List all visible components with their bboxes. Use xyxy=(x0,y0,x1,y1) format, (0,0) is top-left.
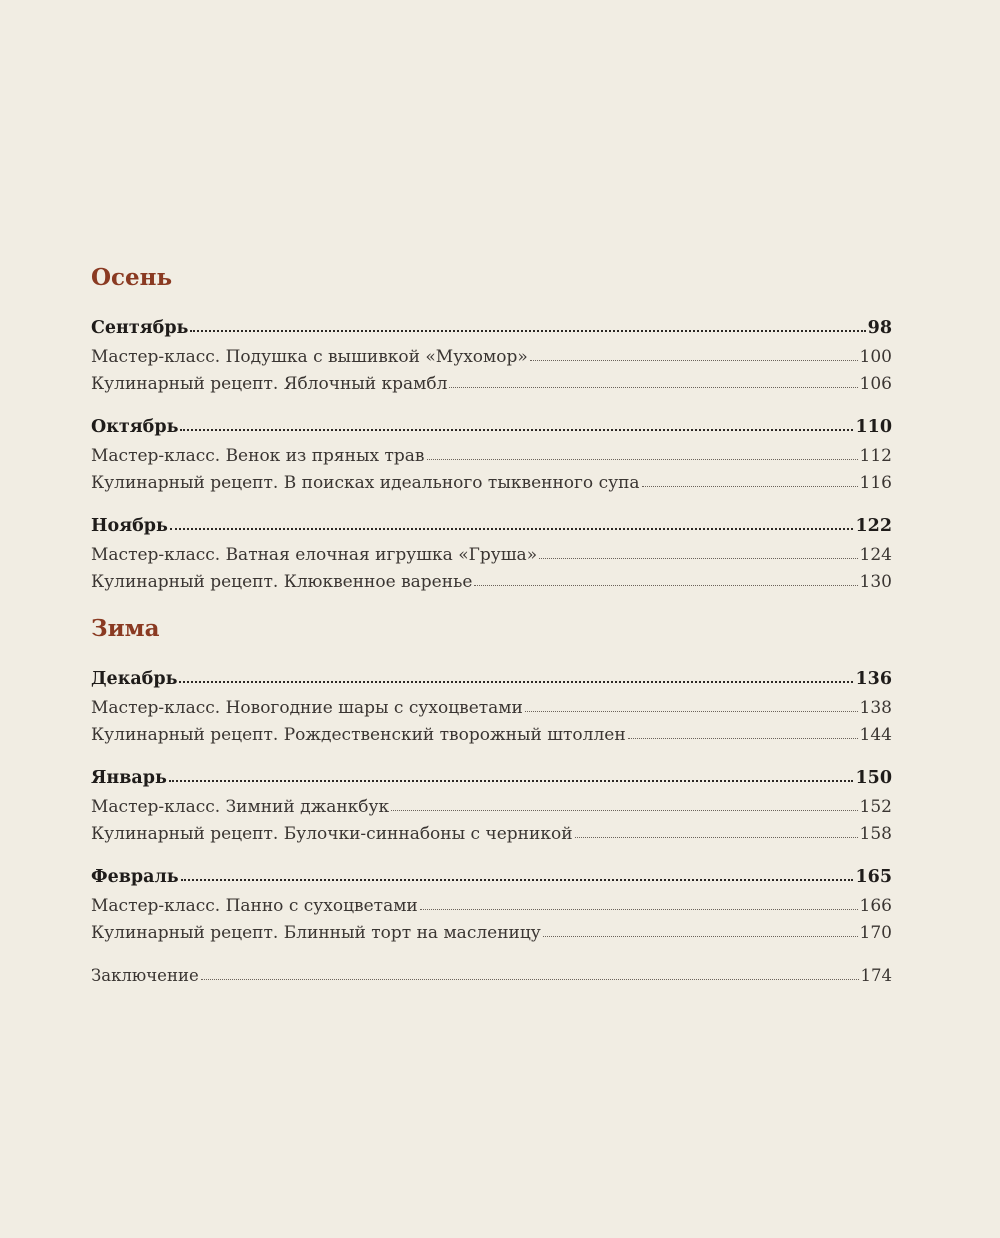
page-number: 124 xyxy=(859,545,892,565)
month-name: Сентябрь xyxy=(91,318,189,338)
page-number: 100 xyxy=(859,347,892,367)
month-name: Ноябрь xyxy=(91,516,168,536)
toc-entry[interactable] xyxy=(91,695,892,722)
entry-title: Мастер-класс. Подушка с вышивкой «Мухомор» xyxy=(91,347,528,367)
entry-title: Кулинарный рецепт. Яблочный крамбл xyxy=(91,373,448,394)
dot-leader xyxy=(179,667,853,685)
toc-entry[interactable] xyxy=(91,920,892,947)
toc-entry[interactable] xyxy=(91,371,892,398)
toc-entry[interactable] xyxy=(91,794,892,821)
toc-entry[interactable] xyxy=(91,893,892,920)
page-number: 98 xyxy=(867,318,892,338)
entry-title: Кулинарный рецепт. Рождественский творожный штоллен xyxy=(91,724,626,745)
section-title-winter: Зима xyxy=(91,615,160,642)
page-number: 112 xyxy=(859,446,892,466)
page-number: 170 xyxy=(859,922,892,943)
page-number: 122 xyxy=(855,516,892,536)
dot-leader xyxy=(628,723,858,740)
month-name: Октябрь xyxy=(91,417,179,437)
month-block-february xyxy=(91,861,892,946)
month-block-october xyxy=(91,411,892,496)
dot-leader xyxy=(575,822,858,839)
page-number: 152 xyxy=(859,797,892,817)
entry-title: Мастер-класс. Панно с сухоцветами xyxy=(91,896,418,916)
dot-leader xyxy=(525,696,858,713)
toc-entry[interactable] xyxy=(91,569,892,596)
dot-leader xyxy=(391,795,857,812)
dot-leader xyxy=(642,471,858,488)
month-block-january xyxy=(91,762,892,847)
page-number: 174 xyxy=(860,966,892,985)
toc-entry[interactable] xyxy=(91,470,892,497)
page-number: 130 xyxy=(859,571,892,592)
page-number: 136 xyxy=(855,669,892,689)
page-number: 144 xyxy=(859,724,892,745)
dot-leader xyxy=(180,415,853,433)
page-number: 166 xyxy=(859,896,892,916)
toc-entry-month[interactable] xyxy=(91,762,892,794)
toc-entry[interactable] xyxy=(91,722,892,749)
entry-title: Мастер-класс. Новогодние шары с сухоцветами xyxy=(91,698,523,718)
table-of-contents xyxy=(91,262,892,990)
page-number: 110 xyxy=(855,417,892,437)
dot-leader xyxy=(539,543,857,560)
toc-entry[interactable] xyxy=(91,821,892,848)
dot-leader xyxy=(543,921,858,938)
toc-entry[interactable] xyxy=(91,344,892,371)
dot-leader xyxy=(420,894,858,911)
section-title-autumn: Осень xyxy=(91,264,173,291)
toc-entry[interactable] xyxy=(91,542,892,569)
toc-entry-conclusion[interactable] xyxy=(91,962,892,990)
page-number: 106 xyxy=(859,373,892,394)
entry-title: Кулинарный рецепт. Клюквенное варенье xyxy=(91,571,473,592)
page-number: 138 xyxy=(859,698,892,718)
month-block-november xyxy=(91,510,892,595)
month-name: Февраль xyxy=(91,867,179,887)
entry-title: Заключение xyxy=(91,966,199,985)
dot-leader xyxy=(190,316,865,334)
dot-leader xyxy=(170,514,854,532)
page-number: 116 xyxy=(859,472,892,493)
month-name: Декабрь xyxy=(91,669,178,689)
page-number: 165 xyxy=(855,867,892,887)
dot-leader xyxy=(427,444,858,461)
dot-leader xyxy=(181,865,854,883)
toc-entry-month[interactable] xyxy=(91,663,892,695)
toc-entry-month[interactable] xyxy=(91,510,892,542)
entry-title: Кулинарный рецепт. Блинный торт на масленицу xyxy=(91,922,541,943)
dot-leader xyxy=(201,965,859,982)
dot-leader xyxy=(169,766,854,784)
toc-entry[interactable] xyxy=(91,443,892,470)
toc-entry-month[interactable] xyxy=(91,861,892,893)
dot-leader xyxy=(474,570,857,587)
month-block-september xyxy=(91,312,892,397)
entry-title: Мастер-класс. Венок из пряных трав xyxy=(91,446,425,466)
page-number: 158 xyxy=(859,823,892,844)
month-name: Январь xyxy=(91,768,167,788)
entry-title: Мастер-класс. Зимний джанкбук xyxy=(91,797,390,817)
entry-title: Мастер-класс. Ватная елочная игрушка «Груша» xyxy=(91,545,538,565)
toc-entry-month[interactable] xyxy=(91,411,892,443)
page-number: 150 xyxy=(855,768,892,788)
toc-entry-month[interactable] xyxy=(91,312,892,344)
dot-leader xyxy=(530,345,858,362)
month-block-december xyxy=(91,663,892,748)
dot-leader xyxy=(449,372,857,389)
entry-title: Кулинарный рецепт. Булочки-синнабоны с черникой xyxy=(91,823,573,844)
entry-title: Кулинарный рецепт. В поисках идеального тыквенного супа xyxy=(91,472,640,493)
